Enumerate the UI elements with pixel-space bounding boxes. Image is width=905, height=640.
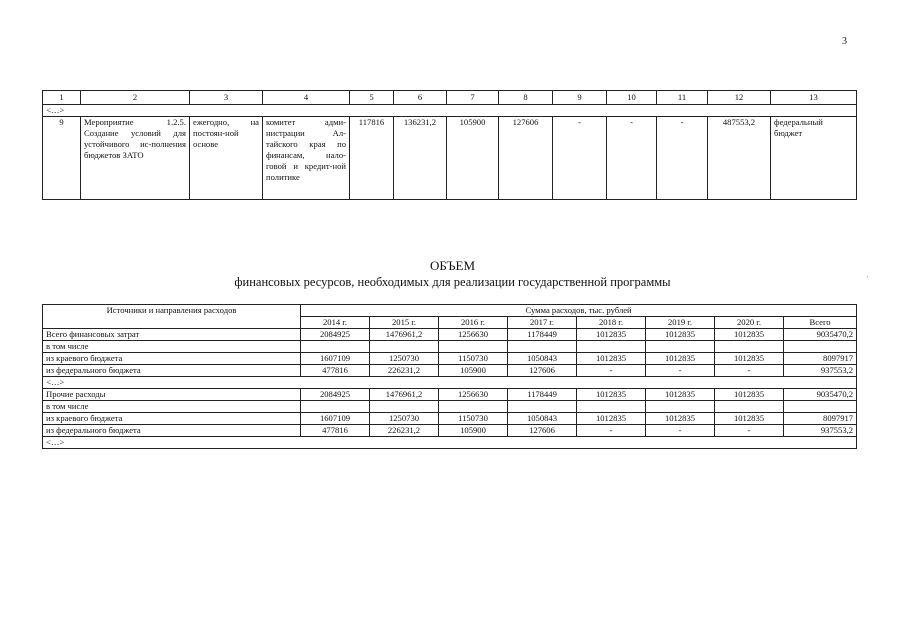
table-row [43, 389, 857, 401]
page-number: 3 [842, 36, 847, 47]
row-value: 105900 [439, 425, 508, 437]
row-value: 105900 [439, 365, 508, 377]
col-num-header: 2 [81, 91, 190, 105]
col-num-header: 8 [499, 91, 553, 105]
table-row [43, 425, 857, 437]
row-value [577, 401, 646, 413]
financial-resources-table [42, 304, 857, 449]
table-row [43, 329, 857, 341]
sum-header: Сумма расходов, тыс. рублей [301, 305, 857, 317]
row-value: 226231,2 [370, 365, 439, 377]
row-value: - [715, 365, 784, 377]
ellipsis-row [43, 105, 857, 117]
col-num-header: 7 [447, 91, 499, 105]
row-value [715, 341, 784, 353]
row-value: 1607109 [301, 413, 370, 425]
value-2015: 136231,2 [394, 117, 447, 200]
col-num-header: 11 [657, 91, 708, 105]
row-value: 1150730 [439, 413, 508, 425]
row-value: - [646, 365, 715, 377]
col-num-header: 6 [394, 91, 447, 105]
row-value: 2084925 [301, 389, 370, 401]
year-header: 2019 г. [646, 317, 715, 329]
row-total [784, 401, 857, 413]
year-header: 2015 г. [370, 317, 439, 329]
activity-name: Мероприятие 1.2.5. Создание условий для устойчивого ис-полнения бюджетов ЗАТО [81, 117, 190, 200]
value-2016: 105900 [447, 117, 499, 200]
row-value: 2084925 [301, 329, 370, 341]
col-num-header: 10 [607, 91, 657, 105]
table-row [43, 353, 857, 365]
row-total: 937553,2 [784, 425, 857, 437]
scan-artifact: · [866, 273, 869, 282]
funding-source: федеральный бюджет [771, 117, 857, 200]
row-value [508, 401, 577, 413]
year-header: 2017 г. [508, 317, 577, 329]
row-value: - [577, 365, 646, 377]
row-value [577, 341, 646, 353]
row-total: 9035470,2 [784, 329, 857, 341]
activity-executor: комитет адми-нистрации Ал-тайского края по финансам, нало-говой и кредит-ной политике [263, 117, 350, 200]
activity-term: ежегодно, на постоян-ной основе [190, 117, 263, 200]
row-total: 8097917 [784, 413, 857, 425]
row-value: 1012835 [577, 329, 646, 341]
section-subtitle: финансовых ресурсов, необходимых для реализации государственной программы [234, 275, 671, 289]
header-row [43, 305, 857, 317]
row-value: 1012835 [646, 353, 715, 365]
row-number: 9 [43, 117, 81, 200]
year-header: 2014 г. [301, 317, 370, 329]
row-total: 937553,2 [784, 365, 857, 377]
row-value [370, 401, 439, 413]
row-value: 1178449 [508, 329, 577, 341]
row-value: 1607109 [301, 353, 370, 365]
row-value: 1476961,2 [370, 329, 439, 341]
row-value [646, 341, 715, 353]
row-value: 1012835 [577, 389, 646, 401]
row-label: в том числе [43, 341, 301, 353]
row-value [370, 341, 439, 353]
row-value [646, 401, 715, 413]
row-value: 1050843 [508, 353, 577, 365]
table-row [43, 413, 857, 425]
row-label: Всего финансовых затрат [43, 329, 301, 341]
value-2019: - [607, 117, 657, 200]
year-header: 2020 г. [715, 317, 784, 329]
row-value [715, 401, 784, 413]
row-value: 1012835 [577, 413, 646, 425]
row-value: - [577, 425, 646, 437]
activities-table [42, 90, 857, 200]
row-label: Прочие расходы [43, 389, 301, 401]
row-value [301, 341, 370, 353]
ellipsis-text: <…> [43, 377, 857, 389]
row-value: 1050843 [508, 413, 577, 425]
section-title: ОБЪЕМ [429, 258, 476, 273]
row-value: 1256630 [439, 389, 508, 401]
ellipsis-text: <…> [43, 105, 857, 117]
ellipsis-text: <…> [43, 437, 857, 449]
row-value: 1012835 [646, 329, 715, 341]
col-num-header: 5 [350, 91, 394, 105]
row-label: из федерального бюджета [43, 425, 301, 437]
sources-header: Источники и направления расходов [43, 305, 301, 329]
row-value [301, 401, 370, 413]
row-value: 1250730 [370, 413, 439, 425]
table-row [43, 341, 857, 353]
row-label: из краевого бюджета [43, 353, 301, 365]
row-value: - [715, 425, 784, 437]
col-num-header: 13 [771, 91, 857, 105]
row-total: 8097917 [784, 353, 857, 365]
table-row [43, 117, 857, 200]
row-value: 127606 [508, 425, 577, 437]
row-value: 127606 [508, 365, 577, 377]
row-value [439, 401, 508, 413]
value-2020: - [657, 117, 708, 200]
row-value: 477816 [301, 365, 370, 377]
row-value: 1250730 [370, 353, 439, 365]
row-value: 1256630 [439, 329, 508, 341]
col-num-header: 4 [263, 91, 350, 105]
row-label: из федерального бюджета [43, 365, 301, 377]
year-header: 2016 г. [439, 317, 508, 329]
row-label: из краевого бюджета [43, 413, 301, 425]
col-num-header: 3 [190, 91, 263, 105]
row-value: 1012835 [715, 329, 784, 341]
year-header: Всего [784, 317, 857, 329]
row-total [784, 341, 857, 353]
value-2017: 127606 [499, 117, 553, 200]
row-value: 477816 [301, 425, 370, 437]
row-value: 1012835 [715, 353, 784, 365]
row-value [508, 341, 577, 353]
row-value: 1476961,2 [370, 389, 439, 401]
row-value: 1012835 [646, 389, 715, 401]
col-num-header: 1 [43, 91, 81, 105]
col-num-header: 9 [553, 91, 607, 105]
row-value: 1012835 [577, 353, 646, 365]
col-num-header: 12 [708, 91, 771, 105]
year-header: 2018 г. [577, 317, 646, 329]
row-value: 1150730 [439, 353, 508, 365]
row-value [439, 341, 508, 353]
row-value: 226231,2 [370, 425, 439, 437]
row-value: 1178449 [508, 389, 577, 401]
row-value: 1012835 [715, 389, 784, 401]
value-total: 487553,2 [708, 117, 771, 200]
ellipsis-row [43, 437, 857, 449]
row-label: в том числе [43, 401, 301, 413]
row-value: 1012835 [715, 413, 784, 425]
ellipsis-row [43, 377, 857, 389]
table-row [43, 401, 857, 413]
row-value: 1012835 [646, 413, 715, 425]
row-total: 9035470,2 [784, 389, 857, 401]
column-number-row [43, 91, 857, 105]
table-row [43, 365, 857, 377]
value-2014: 117816 [350, 117, 394, 200]
value-2018: - [553, 117, 607, 200]
row-value: - [646, 425, 715, 437]
